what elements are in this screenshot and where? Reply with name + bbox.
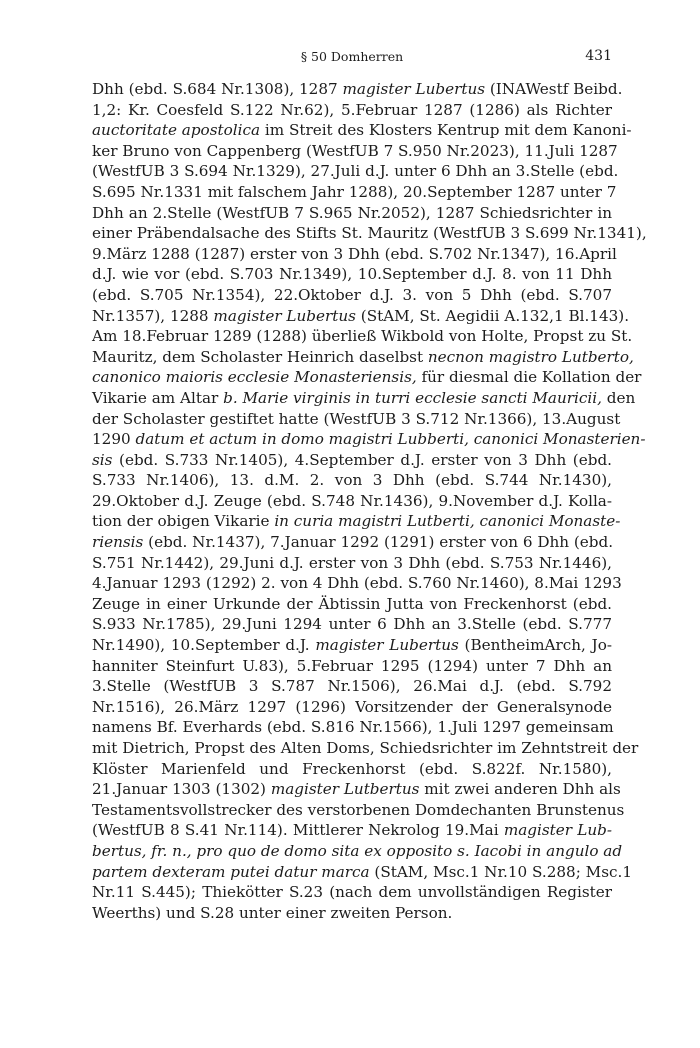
italic-segment: in curia magistri Lutberti, canonici Monaste- — [274, 512, 621, 531]
text-segment: Weerths) und S.28 unter einer zweiten Person. — [92, 903, 453, 922]
text-segment: d.J. wie vor (ebd. S.703 Nr.1349), 10.September d.J. 8. von 11 Dhh — [92, 265, 612, 284]
italic-segment: auctoritate apostolica — [92, 121, 261, 140]
text-line — [92, 779, 621, 800]
text-segment: S.733 Nr.1406), 13. d.M. 2. von 3 Dhh (ebd. S.744 Nr.1430), — [92, 471, 612, 490]
text-line — [92, 862, 633, 883]
text-segment: Nr.11 S.445); Thiekötter S.23 (nach dem unvollständigen Register — [92, 883, 612, 902]
text-line — [92, 614, 612, 635]
italic-segment: b. Marie virginis in turri ecclesie sancti Mauricii, — [223, 388, 602, 407]
italic-segment: necnon magistro Lutberto, — [427, 347, 634, 366]
text-segment: (StAM, Msc.1 Nr.10 S.288; Msc.1 — [369, 862, 633, 881]
body-text — [92, 79, 647, 923]
text-segment: hanniter Steinfurt U.83), 5.Februar 1295 (1294) unter 7 Dhh an — [92, 656, 612, 675]
italic-segment: canonico maioris ecclesie Monasteriensis, — [92, 368, 417, 387]
italic-segment: magister Lub- — [503, 821, 612, 840]
text-line — [92, 367, 642, 388]
text-segment: Dhh an 2.Stelle (WestfUB 7 S.965 Nr.2052), 1287 Schiedsrichter in — [92, 203, 612, 222]
text-line — [92, 717, 612, 738]
text-line — [92, 491, 612, 512]
text-segment: Nr.1516), 26.März 1297 (1296) Vorsitzender der Generalsynode — [92, 697, 612, 716]
text-line — [92, 656, 612, 677]
text-segment: (ebd. Nr.1437), 7.Januar 1292 (1291) erster von 6 Dhh (ebd. — [143, 533, 614, 552]
page-number: 431 — [585, 48, 612, 64]
text-line — [92, 511, 621, 532]
text-segment: S.695 Nr.1331 mit falschem Jahr 1288), 20.September 1287 unter 7 — [92, 182, 617, 201]
text-segment: Am 18.Februar 1289 (1288) überließ Wikbold von Holte, Propst zu St. — [92, 327, 633, 346]
text-segment: namens Bf. Everhards (ebd. S.816 Nr.1566), 1.Juli 1297 gemeinsam — [92, 718, 614, 737]
italic-segment: bertus, fr. n., pro quo de domo sita ex opposito s. Iacobi in angulo ad — [92, 841, 623, 860]
text-line — [92, 79, 623, 100]
text-line — [92, 470, 612, 491]
text-segment: mit zwei anderen Dhh als — [419, 780, 621, 799]
text-line — [92, 100, 612, 121]
text-segment: S.751 Nr.1442), 29.Juni d.J. erster von 3 Dhh (ebd. S.753 Nr.1446), — [92, 553, 612, 572]
text-line — [92, 141, 618, 162]
text-segment: 29.Oktober d.J. Zeuge (ebd. S.748 Nr.1436), 9.November d.J. Kolla- — [92, 491, 612, 510]
text-line — [92, 553, 612, 574]
text-segment: (BentheimArch, Jo- — [458, 636, 612, 655]
text-segment: im Streit des Klosters Kentrup mit dem Kanoni- — [260, 121, 632, 140]
running-header — [92, 49, 612, 71]
text-segment: 3.Stelle (WestfUB 3 S.787 Nr.1506), 26.Mai d.J. (ebd. S.792 — [92, 677, 612, 696]
text-line — [92, 676, 612, 697]
text-line — [92, 759, 612, 780]
text-line — [92, 450, 612, 471]
text-segment: 9.März 1288 (1287) erster von 3 Dhh (ebd. S.702 Nr.1347), 16.April — [92, 244, 617, 263]
text-line — [92, 120, 632, 141]
text-line — [92, 409, 621, 430]
text-segment: (INAWestf Beibd. — [485, 80, 623, 98]
text-segment: Nr.1490), 10.September d.J. — [92, 636, 316, 655]
text-line — [92, 635, 612, 656]
text-segment: 1290 — [92, 430, 136, 449]
italic-segment: datum et actum in domo magistri Lubberti, canonici Monasterien- — [135, 430, 646, 449]
text-segment: 21.Januar 1303 (1302) — [92, 780, 271, 799]
text-line — [92, 347, 634, 368]
text-segment: (ebd. S.733 Nr.1405), 4.September d.J. erster von 3 Dhh (ebd. — [112, 450, 612, 469]
text-segment: Klöster Marienfeld und Freckenhorst (ebd. S.822f. Nr.1580), — [92, 759, 612, 778]
text-segment: für diesmal die Kollation der — [416, 368, 642, 387]
italic-segment: sis — [92, 450, 113, 469]
text-segment: (WestfUB 8 S.41 Nr.114). Mittlerer Nekrolog 19.Mai — [92, 821, 504, 840]
text-line — [92, 306, 630, 327]
text-line — [92, 903, 612, 924]
text-line — [92, 573, 622, 594]
text-segment: den — [601, 388, 636, 407]
text-segment: einer Präbendalsache des Stifts St. Mauritz (WestfUB 3 S.699 Nr.1341), — [92, 224, 647, 243]
italic-segment: magister Lubertus — [342, 80, 486, 98]
text-segment: mit Dietrich, Propst des Alten Doms, Schiedsrichter im Zehntstreit der — [92, 739, 639, 757]
text-segment: ker Bruno von Cappenberg (WestfUB 7 S.950 Nr.2023), 11.Juli 1287 — [92, 141, 618, 160]
text-segment: (WestfUB 3 S.694 Nr.1329), 27.Juli d.J. unter 6 Dhh an 3.Stelle (ebd. — [92, 162, 619, 181]
text-line — [92, 264, 612, 285]
italic-segment: riensis — [92, 533, 144, 552]
text-line — [92, 738, 639, 759]
text-line — [92, 326, 633, 347]
italic-segment: magister Lubertus — [315, 636, 459, 655]
text-segment: 1,2: Kr. Coesfeld S.122 Nr.62), 5.Februar 1287 (1286) als Richter — [92, 100, 612, 119]
italic-segment: magister Lubertus — [213, 306, 356, 325]
text-line — [92, 203, 612, 224]
text-segment: (ebd. S.705 Nr.1354), 22.Oktober d.J. 3. von 5 Dhh (ebd. S.707 — [92, 285, 612, 304]
italic-segment: partem dexteram putei datur marca — [92, 862, 370, 881]
text-segment: Nr.1357), 1288 — [92, 306, 214, 325]
text-line — [92, 800, 625, 821]
text-segment: Vikarie am Altar — [92, 388, 224, 407]
text-segment: tion der obigen Vikarie — [92, 512, 275, 531]
text-line — [92, 161, 619, 182]
text-segment: (StAM, St. Aegidii A.132,1 Bl.143). — [355, 306, 630, 325]
text-line — [92, 532, 612, 553]
text-line — [92, 285, 612, 306]
text-line — [92, 594, 612, 615]
text-line — [92, 223, 647, 244]
text-segment: Zeuge in einer Urkunde der Äbtissin Jutta von Freckenhorst (ebd. — [92, 594, 612, 613]
text-line — [92, 182, 617, 203]
text-segment: Testamentsvollstrecker des verstorbenen Domdechanten Brunstenus — [92, 800, 625, 819]
text-segment: der Scholaster gestiftet hatte (WestfUB 3 S.712 Nr.1366), 13.August — [92, 409, 621, 428]
text-line — [92, 429, 646, 450]
text-segment: Dhh (ebd. S.684 Nr.1308), 1287 — [92, 80, 343, 98]
text-line — [92, 244, 617, 265]
text-segment: Mauritz, dem Scholaster Heinrich daselbst — [92, 347, 428, 366]
text-line — [92, 841, 623, 862]
text-segment: S.933 Nr.1785), 29.Juni 1294 unter 6 Dhh an 3.Stelle (ebd. S.777 — [92, 615, 612, 634]
text-line — [92, 820, 612, 841]
text-line — [92, 388, 636, 409]
italic-segment: magister Lutbertus — [270, 780, 420, 799]
text-line — [92, 697, 612, 718]
text-line — [92, 882, 612, 903]
section-title: § 50 Domherren — [300, 49, 404, 64]
text-segment: 4.Januar 1293 (1292) 2. von 4 Dhh (ebd. S.760 Nr.1460), 8.Mai 1293 — [92, 574, 622, 593]
